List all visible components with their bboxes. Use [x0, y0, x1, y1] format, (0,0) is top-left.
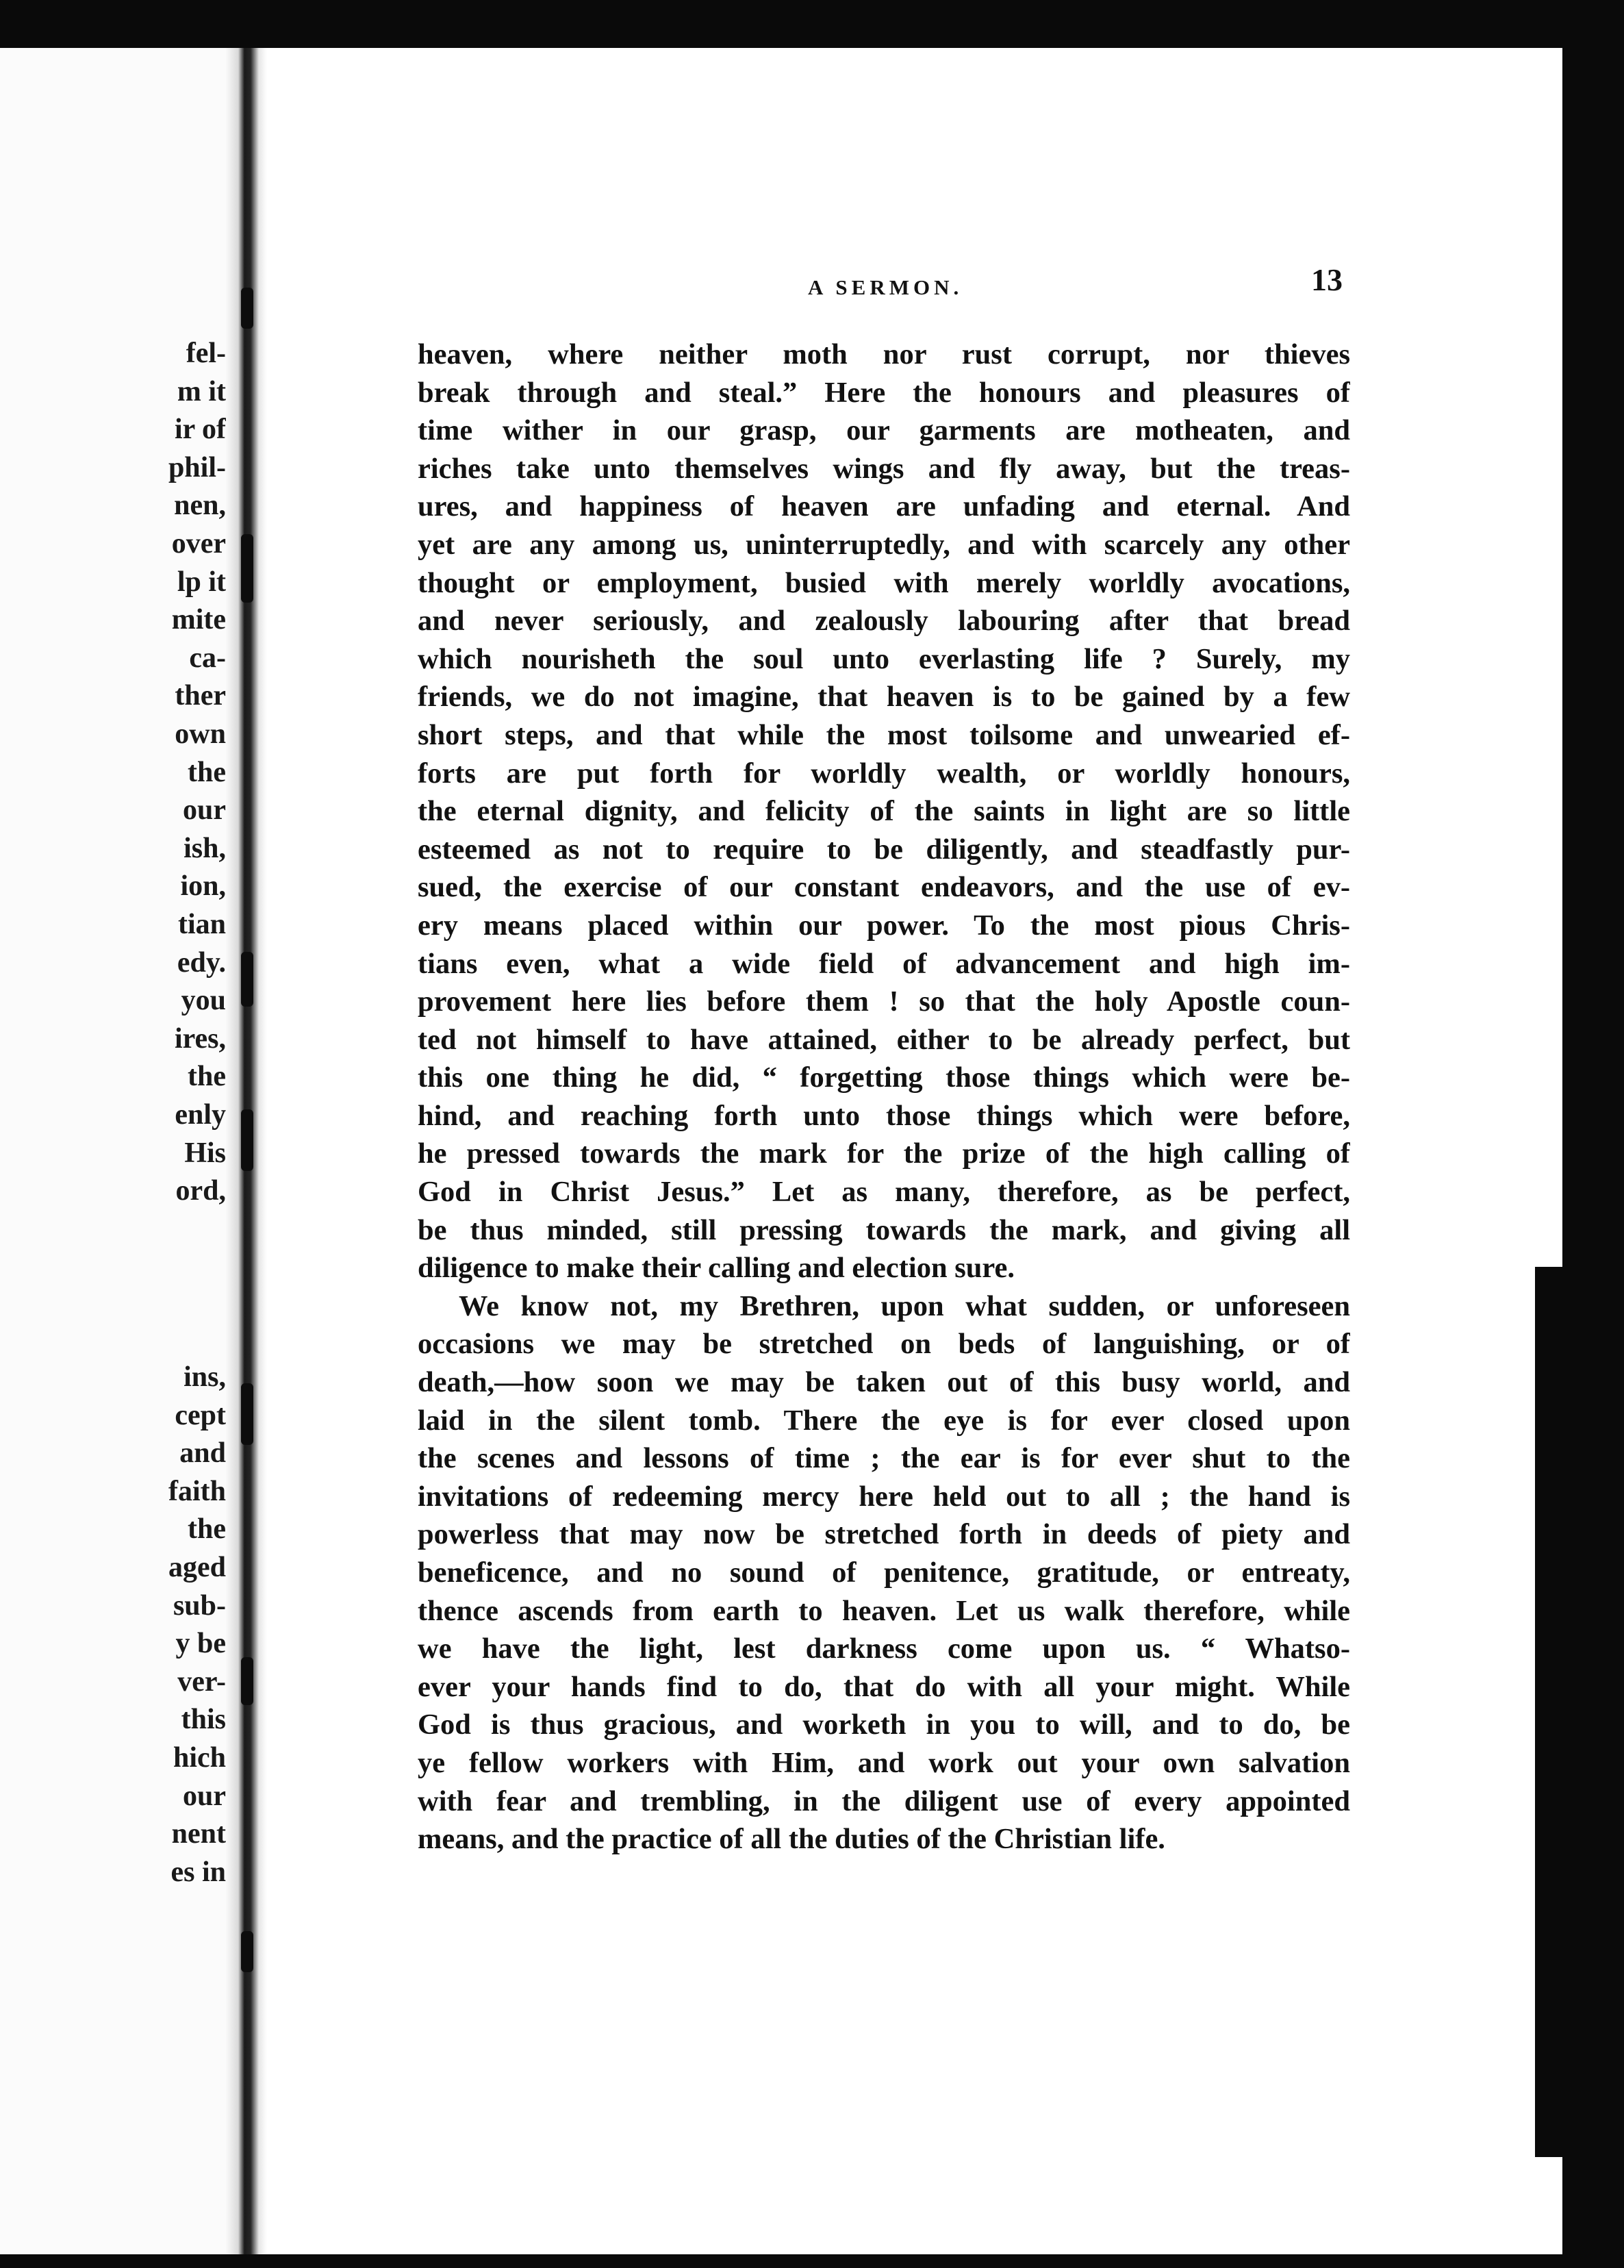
facing-page-fragment: ires,	[174, 1022, 226, 1055]
facing-page-fragment: hich	[173, 1742, 226, 1774]
facing-page-fragment: ord,	[175, 1175, 226, 1207]
facing-page-fragment: our	[183, 1780, 226, 1812]
text-line: which nourisheth the soul unto everlasting life ? Surely, my	[418, 642, 1350, 675]
facing-page-fragment: enly	[175, 1099, 226, 1131]
binding-stitch	[241, 534, 253, 603]
facing-page-fragment: our	[183, 794, 226, 827]
text-line: hind, and reaching forth unto those things which were before,	[418, 1099, 1350, 1132]
facing-page-fragment: lp it	[177, 566, 226, 598]
text-line: he pressed towards the mark for the prize of the high calling of	[418, 1137, 1350, 1170]
facing-page-fragment: phil-	[168, 451, 226, 483]
text-line: laid in the silent tomb. There the eye is for ever closed upon	[418, 1404, 1350, 1437]
text-line: thence ascends from earth to heaven. Let us walk therefore, while	[418, 1594, 1350, 1627]
facing-page-fragment: mite	[171, 604, 226, 636]
facing-page-fragment: fel-	[186, 338, 226, 369]
facing-page-fragment: ther	[175, 680, 226, 712]
scan-border-notch	[1535, 1267, 1562, 2157]
facing-page-fragment: sub-	[173, 1589, 226, 1622]
facing-page-fragment: His	[184, 1137, 226, 1169]
text-line: diligence to make their calling and election sure.	[418, 1252, 1015, 1285]
text-line: the eternal dignity, and felicity of the saints in light are so little	[418, 795, 1350, 828]
text-line: powerless that may now be stretched forth in deeds of piety and	[418, 1518, 1350, 1551]
scan-border-top	[0, 0, 1624, 48]
text-line: ery means placed within our power. To the most pious Chris-	[418, 909, 1350, 942]
facing-page-fragment: and	[179, 1437, 226, 1470]
scan-border-right	[1562, 0, 1624, 2268]
text-line: God in Christ Jesus.” Let as many, therefore, as be perfect,	[418, 1176, 1350, 1209]
facing-page-fragment: cept	[175, 1399, 226, 1431]
facing-page-fragment: over	[171, 528, 226, 559]
facing-page-fragment: ish,	[183, 832, 226, 864]
text-line: the scenes and lessons of time ; the ear is for ever shut to the	[418, 1442, 1350, 1475]
text-line: means, and the practice of all the duties of the Christian life.	[418, 1823, 1165, 1856]
text-line: break through and steal.” Here the honours and pleasures of	[418, 376, 1350, 409]
facing-page-fragment: nent	[171, 1818, 226, 1850]
text-line: sued, the exercise of our constant endeavors, and the use of ev-	[418, 871, 1350, 904]
facing-page-fragment: tian	[177, 909, 226, 940]
facing-page-fragment: ver-	[177, 1665, 226, 1698]
facing-page-fragment: edy.	[177, 946, 226, 979]
text-line: ye fellow workers with Him, and work out your own salvation	[418, 1746, 1350, 1779]
text-line: tians even, what a wide field of advancement and high im-	[418, 947, 1350, 980]
facing-page-fragment: faith	[168, 1475, 226, 1507]
text-line: riches take unto themselves wings and fly away, but the treas-	[418, 452, 1350, 485]
binding-stitch	[241, 1383, 253, 1445]
binding-stitch	[241, 1657, 253, 1705]
facing-page-fragment: the	[188, 756, 226, 788]
text-line: beneficence, and no sound of penitence, gratitude, or entreaty,	[418, 1557, 1350, 1589]
text-line: short steps, and that while the most toilsome and unwearied ef-	[418, 718, 1350, 751]
text-line: and never seriously, and zealously labouring after that bread	[418, 605, 1350, 638]
text-line: ted not himself to have attained, either to be already perfect, but	[418, 1023, 1350, 1056]
text-line: thought or employment, busied with merely worldly avocations,	[418, 566, 1350, 599]
text-line: forts are put forth for worldly wealth, or worldly honours,	[418, 757, 1350, 790]
text-line: friends, we do not imagine, that heaven is to be gained by a few	[418, 681, 1350, 714]
facing-page-fragment: m it	[177, 375, 226, 407]
text-line: yet are any among us, uninterruptedly, and with scarcely any other	[418, 528, 1350, 561]
text-line: time wither in our grasp, our garments are motheaten, and	[418, 414, 1350, 447]
text-line: esteemed as not to require to be diligently, and steadfastly pur-	[418, 833, 1350, 866]
facing-page-fragment: this	[181, 1704, 226, 1736]
binding-stitch	[241, 952, 253, 1007]
text-line: death,—how soon we may be taken out of this busy world, and	[418, 1366, 1350, 1399]
sermon-body-text	[418, 336, 1350, 1859]
facing-page-fragment: you	[181, 985, 226, 1017]
text-line: ever your hands find to do, that do with all your might. While	[418, 1670, 1350, 1703]
facing-page-fragment: the	[188, 1513, 226, 1546]
text-line: occasions we may be stretched on beds of languishing, or of	[418, 1328, 1350, 1361]
binding-stitch	[241, 1109, 253, 1171]
text-line: heaven, where neither moth nor rust corrupt, nor thieves	[418, 338, 1350, 370]
binding-stitch	[241, 288, 253, 329]
text-line: we have the light, lest darkness come upon us. “ Whatso-	[418, 1633, 1350, 1665]
text-line: provement here lies before them ! so that the holy Apostle coun-	[418, 985, 1350, 1018]
facing-page-left	[0, 48, 226, 2254]
scan-border-bottom	[0, 2254, 1624, 2268]
text-line: ures, and happiness of heaven are unfading and eternal. And	[418, 490, 1350, 523]
facing-page-fragment: nen,	[174, 490, 226, 522]
facing-page-fragment: the	[188, 1061, 226, 1093]
text-line: God is thus gracious, and worketh in you to will, and to do, be	[418, 1709, 1350, 1741]
binding-stitch	[241, 1931, 253, 1972]
text-line: be thus minded, still pressing towards the mark, and giving all	[418, 1213, 1350, 1246]
text-line: this one thing he did, “ forgetting those things which were be-	[418, 1061, 1350, 1094]
text-line: invitations of redeeming mercy here held out to all ; the hand is	[418, 1480, 1350, 1513]
page-number: 13	[1311, 262, 1343, 297]
text-line: We know not, my Brethren, upon what sudden, or unforeseen	[459, 1289, 1350, 1322]
running-head: A SERMON.	[808, 275, 963, 299]
facing-page-fragment: aged	[168, 1552, 226, 1583]
facing-page-fragment: ion,	[180, 870, 226, 903]
facing-page-fragment: ir of	[174, 414, 226, 446]
facing-page-fragment: ins,	[183, 1361, 226, 1393]
facing-page-fragment: ca-	[189, 642, 226, 674]
facing-page-fragment: y be	[175, 1628, 226, 1660]
text-line: with fear and trembling, in the diligent use of every appointed	[418, 1785, 1350, 1817]
facing-page-fragment: es in	[170, 1856, 226, 1888]
facing-page-fragment: own	[175, 718, 226, 750]
